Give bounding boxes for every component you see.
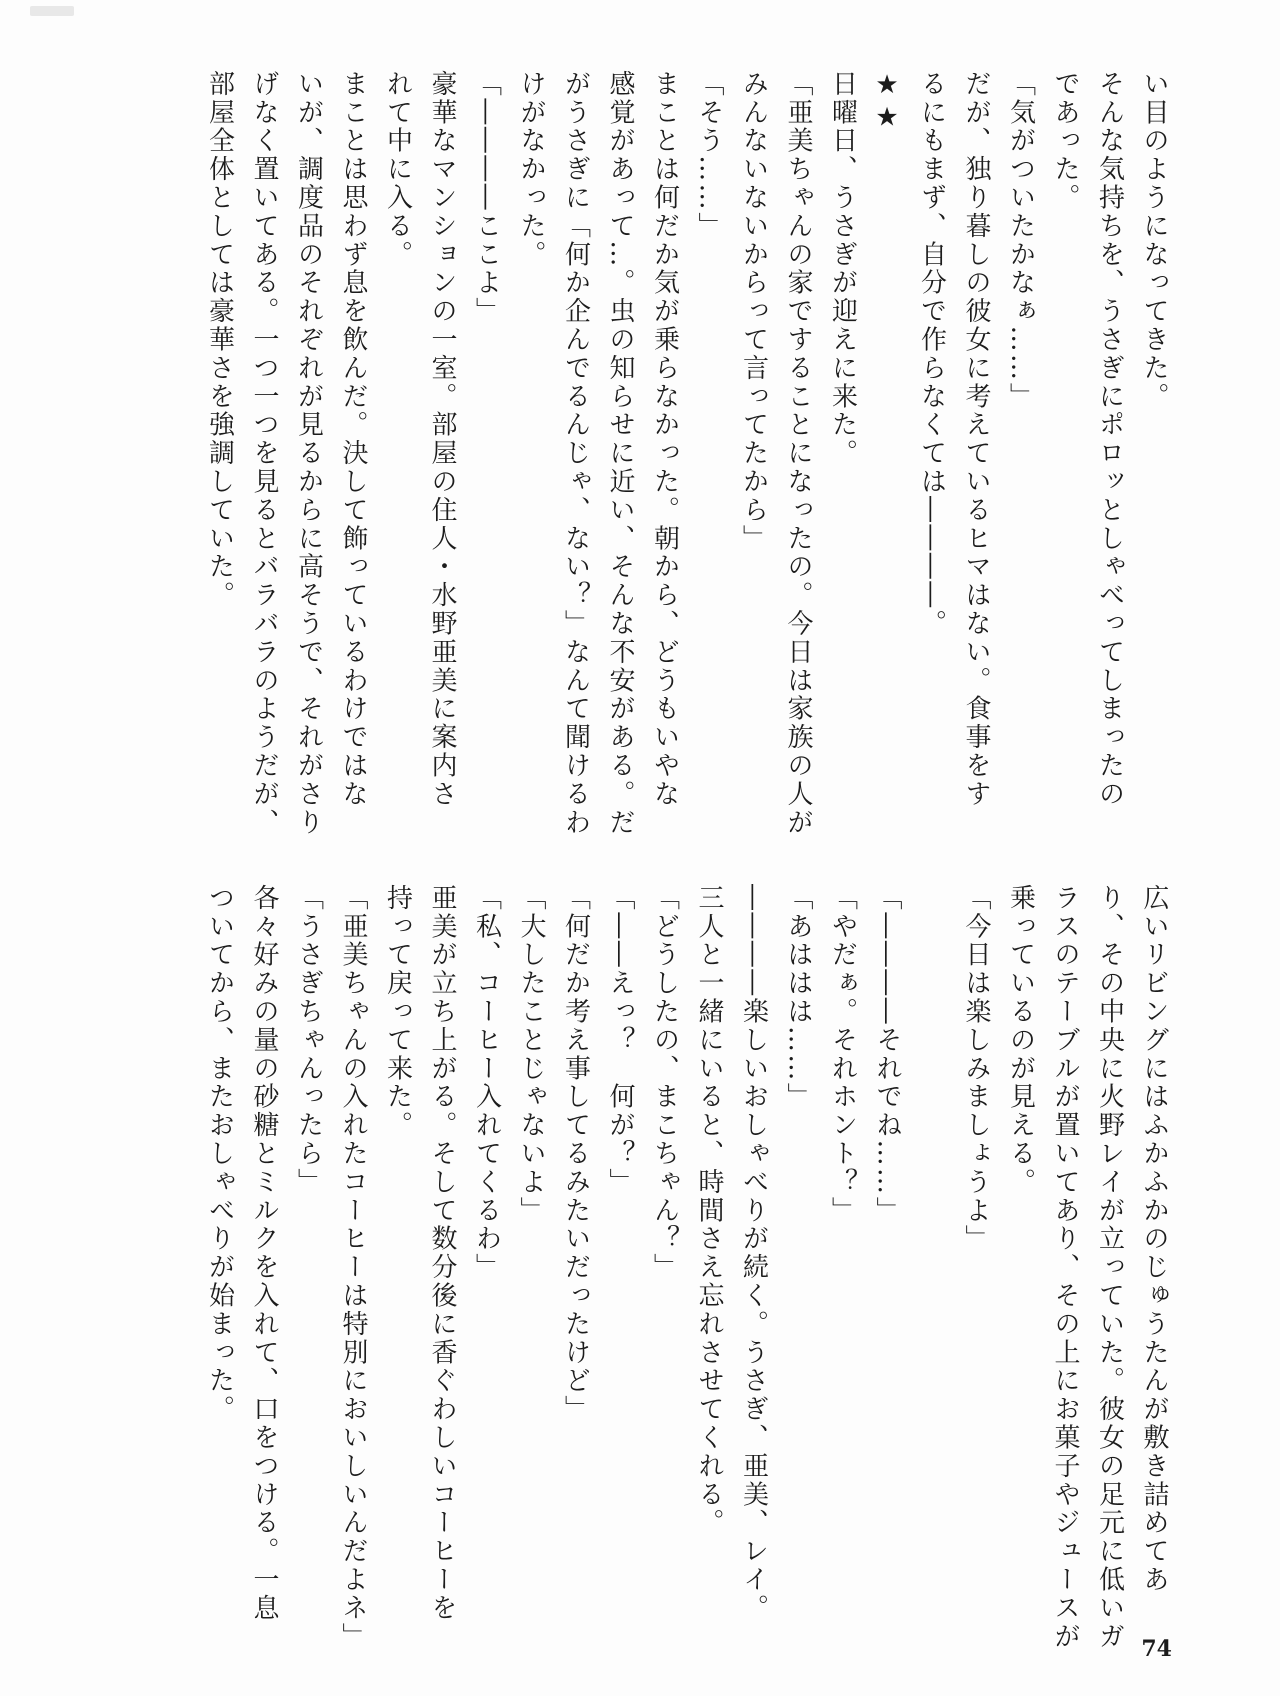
text-line: げなく置いてある。一つ一つを見るとバラバラのようだが、 [249,70,279,837]
text-line: 感覚があって…。虫の知らせに近い、そんな不安がある。だ [605,70,635,837]
text-line: 「――えっ？ 何が？」 [605,884,635,1197]
header-smudge [30,6,74,16]
text-line: 「亜美ちゃんの家ですることになったの。今日は家族の人が [783,70,813,837]
text-line: 「今日は楽しみましょうよ」 [961,884,991,1254]
text-line: 「――――それでね……」 [872,884,902,1225]
text-line: れて中に入る。 [382,70,413,269]
text-line: まことは思わず息を飲んだ。決して飾っているわけではな [338,70,368,809]
text-line: であった。 [1050,70,1080,212]
text-line: 「亜美ちゃんの入れたコーヒーは特別においしいんだよネ」 [338,884,368,1651]
text-line: 「何だか考え事してるみたいだったけど」 [560,884,591,1424]
text-line: 亜美が立ち上がる。そして数分後に香ぐわしいコーヒーを [427,884,457,1623]
text-line: 「うさぎちゃんったら」 [293,884,324,1197]
text-line: 日曜日、うさぎが迎えに来た。 [827,70,858,468]
text-line: 「やだぁ。それホント？」 [827,884,858,1225]
text-line: 持って戻って来た。 [382,884,413,1140]
text-line: り、その中央に火野レイが立っていた。彼女の足元に低いガ [1094,884,1125,1651]
text-line: ラスのテーブルが置いてあり、その上にお菓子やジュースが [1050,884,1080,1651]
text-line [909,884,954,1624]
text-line: ついてから、またおしゃべりが始まった。 [204,884,235,1424]
text-line: 「――――ここよ」 [471,70,502,326]
text-line: 「どうしたの、まこちゃん？」 [649,884,680,1282]
text-line: だが、独り暮しの彼女に考えているヒマはない。食事をす [961,70,991,809]
text-line: まことは何だか気が乗らなかった。朝から、どうもいやな [649,70,680,809]
text-line: 「私、コーヒー入れてくるわ」 [471,884,502,1282]
page-number: 74 [1141,1636,1172,1662]
text-line: 「気がついたかなぁ……」 [1005,70,1036,411]
text-line: 広いリビングにはふかふかのじゅうたんが敷き詰めてあ [1139,884,1169,1594]
text-line: 各々好みの量の砂糖とミルクを入れて、口をつける。一息 [249,884,279,1623]
top-text-block [156,70,1176,890]
text-line: 乗っているのが見える。 [1005,884,1036,1197]
text-line: 豪華なマンションの一室。部屋の住人・水野亜美に案内さ [427,70,457,809]
text-line: 三人と一緒にいると、時間さえ忘れさせてくれる。 [694,884,724,1538]
text-line: 「大したことじゃないよ」 [516,884,546,1225]
text-line: るにもまず、自分で作らなくては――――。 [916,70,947,638]
text-line: いが、調度品のそれぞれが見るからに高そうで、それがさり [293,70,324,837]
text-line: そんな気持ちを、うさぎにポロッとしゃべってしまったの [1094,70,1125,809]
text-line: けがなかった。 [516,70,546,269]
text-line: がうさぎに「何か企んでるんじゃ、ない？」なんて聞けるわ [560,70,591,837]
text-line: い目のようになってきた。 [1139,70,1169,411]
text-line: ★★ [872,70,902,135]
text-line: 「あははは……」 [783,884,813,1112]
text-line: みんないないからって言ってたから」 [738,70,769,553]
text-line: 部屋全体としては豪華さを強調していた。 [204,70,235,610]
text-line: ――――楽しいおしゃべりが続く。うさぎ、亜美、レイ。 [738,884,769,1623]
text-line: 「そう……」 [694,70,724,241]
